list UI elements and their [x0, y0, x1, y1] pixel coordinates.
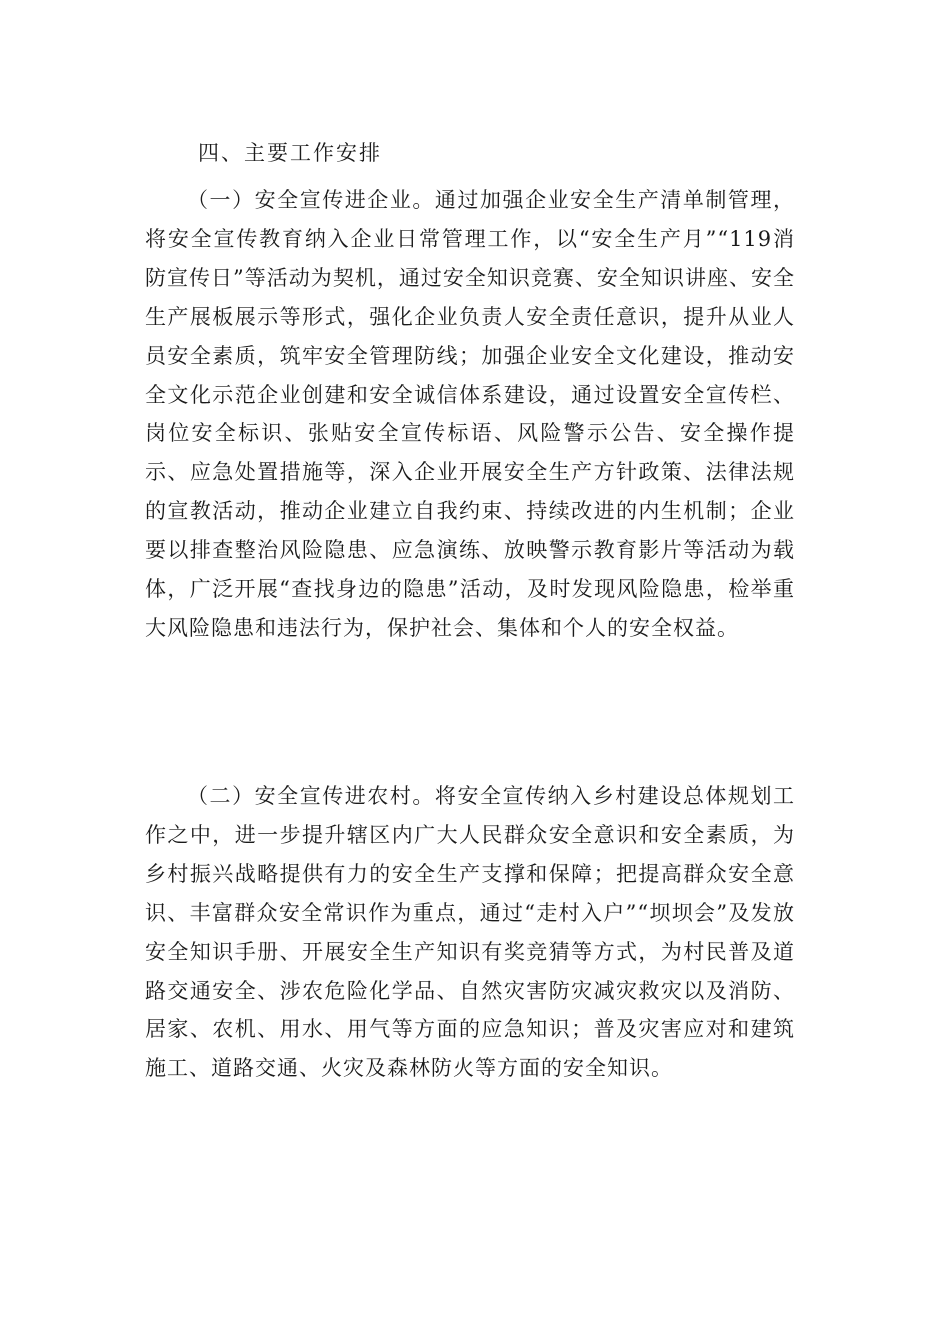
- paragraph-rural: （二）安全宣传进农村。将安全宣传纳入乡村建设总体规划工作之中，进一步提升辖区内广大人民群众安全意识和安全素质，为乡村振兴战略提供有力的安全生产支撑和保障；把提高群众安全意识、丰富群众安全常识作为重点，通过“走村入户”“坝坝会”及发放安全知识手册、开展安全生产知识有奖竞猜等方式，为村民普及道路交通安全、涉农危险化学品、自然灾害防灾减灾救灾以及消防、居家、农机、用水、用气等方面的应急知识；普及灾害应对和建筑施工、道路交通、火灾及森林防火等方面的安全知识。: [145, 784, 795, 1081]
- paragraph-enterprise: （一）安全宣传进企业。通过加强企业安全生产清单制管理，将安全宣传教育纳入企业日常管理工作，以“安全生产月”“119消防宣传日”等活动为契机，通过安全知识竞赛、安全知识讲座、安全生产展板展示等形式，强化企业负责人安全责任意识，提升从业人员安全素质，筑牢安全管理防线；加强企业安全文化建设，推动安全文化示范企业创建和安全诚信体系建设，通过设置安全宣传栏、岗位安全标识、张贴安全宣传标语、风险警示公告、安全操作提示、应急处置措施等，深入企业开展安全生产方针政策、法律法规的宣教活动，推动企业建立自我约束、持续改进的内生机制；企业要以排查整治风险隐患、应急演练、放映警示教育影片等活动为载体，广泛开展“查找身边的隐患”活动，及时发现风险隐患，检举重大风险隐患和违法行为，保护社会、集体和个人的安全权益。: [145, 188, 795, 640]
- section-heading: 四、主要工作安排: [198, 141, 382, 165]
